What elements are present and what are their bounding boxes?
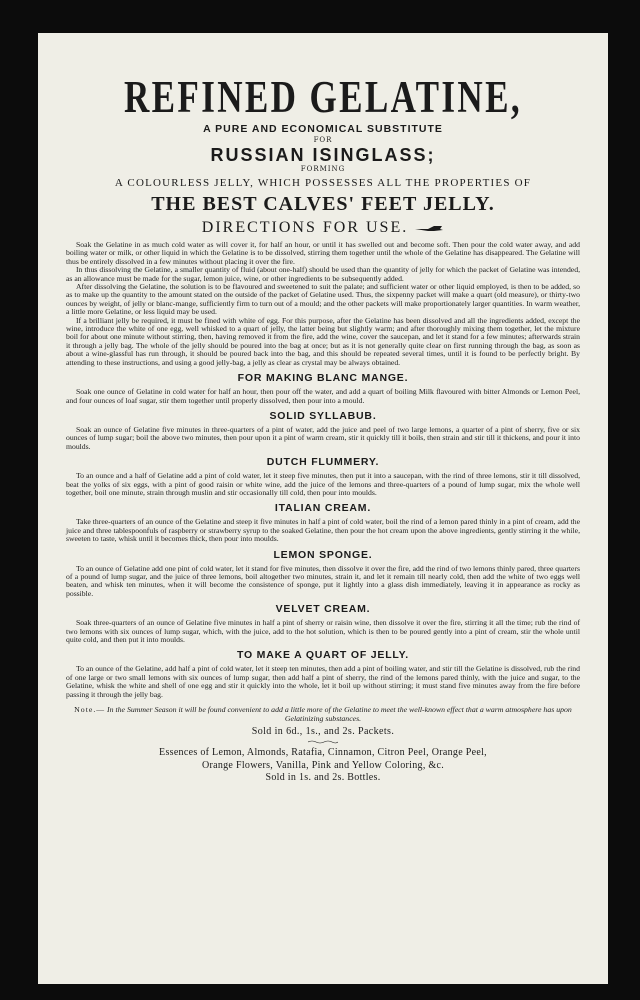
recipe-text: To an ounce of the Gelatine, add half a pint of cold water, let it steep ten minutes, then add a pint of boiling water, and stir till the Gelatine is dissolved, rub the rind of one large or two small lemons with six ounces of lump sugar, then add half a pint of sherry, the rind of the lemons pared thinly, with the juice and sugar, to the Gelatine, whisk the white and shell of one egg and stir it quickly into the whole, let it boil up without stirring; it must stand five minutes away from the fire before passing it through the jelly bag. (66, 664, 580, 699)
intro-paragraph: Soak the Gelatine in as much cold water as will cover it, for half an hour, or until it has swelled out and become soft. Then pour the cold water away, and add boiling water or milk, or other liquid in which the Gelatine is to be dissolved, stirring them together until the whole of the Gelatine has disappeared. The Gelatine will thus be entirely dissolved in a few minutes without placing it over the fire. (66, 240, 580, 266)
intro-paragraph: If a brilliant jelly be required, it must be fined with white of egg. For this purpose, after the Gelatine has been dissolved and all the ingredients added, except the wine, introduce the white of one egg, well whisked to a quart of jelly, the latter being but slightly warm; and after thoroughly mixing them together, let the mixture boil for about one minute without stirring, then, having removed it from the fire, add the wine, cover the saucepan, and let it stand for a few minutes; afterwards strain it through a jelly bag. The whole of the jelly should be poured into the bag at once; but as it is not generally quite clear on first running through the bag, as soon as about a wine-glassful has run through, it should be poured back into the bag, and this should be repeated several times, until it is found to be perfectly bright. By attending to these instructions, and using a good jelly-bag, a jelly as clear as crystal may be always obtained. (66, 315, 580, 367)
intro-directions (66, 241, 580, 367)
recipe-text: To an ounce of Gelatine add one pint of cold water, let it stand for five minutes, then dissolve it over the fire, add the rind of two lemons thinly pared, three quarters of a pound of lump sugar, and the juice of three lemons, boil altogether two minutes, strain it, and let it remain till nearly cold, then add the white of two eggs well beaten, and whisk ten minutes, when it will become the consistence of sponge, put it lightly into a glass dish immediately, leaving it in appearance as rocky as possible. (66, 563, 580, 598)
recipe-text: Take three-quarters of an ounce of the Gelatine and steep it five minutes in half a pint of cold water, boil the rind of a lemon pared thinly in a pint of cream, add the juice and three tablespoonfuls of raspberry or strawberry syrup to the soaked Gelatine, then pour the hot cream upon the above ingredients, gently stirring it the while, sweeten to taste, whisk until it becomes thick, then pour into moulds. (66, 517, 580, 544)
subtitle: A PURE AND ECONOMICAL SUBSTITUTE (203, 123, 443, 135)
recipe-text: Soak one ounce of Gelatine in cold water for half an hour, then pour off the water, and add a quart of boiling Milk flavoured with bitter Almonds or Lemon Peel, and four ounces of loaf sugar, stir them together until properly dissolved, then pour into a mould. (66, 387, 580, 405)
intro-paragraph: In thus dissolving the Gelatine, a smaller quantity of fluid (about one-half) should be used than the quantity of jelly for which the packet of Gelatine was intended, as an allowance must be made for the sugar, lemon juice, wine, or other ingredients to be subsequently added. (66, 265, 580, 283)
recipe-velvet-cream (66, 603, 580, 644)
recipe-heading: FOR MAKING BLANC MANGE. (237, 372, 409, 385)
intro-paragraph: After dissolving the Gelatine, the solution is to be flavoured and sweetened to suit the palate; and sufficient water or other liquid employed, is then to be added, so as to make up the quantity to the amount stated on the outside of the packet of Gelatine used. Thus, the sixpenny packet will make a quart (old measure), or thirty-two ounces by weight, of jelly or blanc-mange, sufficiently firm to turn out of a mould; and the other packets will make proportionately larger quantities. In warm weather, a little more Gelatine, or less liquid may be used. (66, 282, 580, 317)
recipe-heading: TO MAKE A QUART OF JELLY. (236, 649, 410, 662)
recipe-heading: ITALIAN CREAM. (274, 502, 372, 515)
recipe-blanc-mange (66, 372, 580, 405)
page-title: REFINED GELATINE, (123, 72, 522, 122)
recipe-solid-syllabub (66, 410, 580, 451)
pointing-hand-icon (414, 223, 444, 233)
recipe-quart-of-jelly (66, 649, 580, 699)
recipe-text: To an ounce and a half of Gelatine add a pint of cold water, let it steep five minutes, then put it into a saucepan, with the rind of three lemons, stir it till dissolved, beat the yolks of six eggs, with a pint of good raisin or white wine, add the juice of the lemons and three-quarters of a pound of lump sugar, mix the whole well together, boil one minute, strain through muslin and stir occasionally till cold, then pour into moulds. (66, 471, 580, 497)
colourless-line: A COLOURLESS JELLY, WHICH POSSESSES ALL THE PROPERTIES OF (114, 177, 532, 189)
ornament-divider (308, 740, 338, 744)
recipe-dutch-flummery (66, 456, 580, 497)
forming-label: FORMING (300, 165, 346, 173)
essences-line: Essences of Lemon, Almonds, Ratafia, Cinnamon, Citron Peel, Orange Peel, (159, 747, 487, 759)
recipe-heading: SOLID SYLLABUB. (269, 409, 377, 422)
essences-list (66, 747, 580, 785)
recipe-lemon-sponge (66, 549, 580, 599)
directions-label: DIRECTIONS FOR USE. (201, 219, 409, 236)
recipe-heading: LEMON SPONGE. (273, 548, 373, 561)
recipe-italian-cream (66, 502, 580, 543)
summer-note (66, 705, 580, 723)
for-label: FOR (313, 136, 333, 144)
essences-line: Orange Flowers, Vanilla, Pink and Yellow Coloring, &c. (201, 759, 445, 771)
recipe-text: Soak an ounce of Gelatine five minutes in three-quarters of a pint of water, add the juice and peel of two large lemons, a quarter of a pint of sherry, five or six ounces of lump sugar; boil the above two minutes, then pour upon it a pint of warm cream, stir it quickly till it boils, then strain and stir till it thickens, and pour it into moulds. (66, 424, 580, 451)
sold-in-packets: Sold in 6d., 1s., and 2s. Packets. (251, 726, 395, 738)
handbill-page (38, 33, 608, 984)
isinglass-heading: RUSSIAN ISINGLASS; (210, 145, 436, 165)
note-text: In the Summer Season it will be found convenient to add a little more of the Gelatine to meet the well-known effect that a warm atmosphere has upon Gelatinizing substances. (107, 705, 572, 724)
sold-in-bottles: Sold in 1s. and 2s. Bottles. (265, 772, 381, 784)
calves-feet-heading: THE BEST CALVES' FEET JELLY. (151, 193, 495, 215)
recipe-text: Soak three-quarters of an ounce of Gelatine five minutes in half a pint of sherry or raisin wine, then dissolve it over the fire, stirring it all the time; rub the rind of two lemons with six ounces of lump sugar, which, with the juice, add to the hot solution, which is then to be poured gently into a pint of cream, stir the whole until quite cold, and then put it into moulds. (66, 618, 580, 644)
directions-heading (66, 218, 580, 238)
note-lead: Note.— (74, 705, 106, 715)
recipe-heading: VELVET CREAM. (275, 603, 371, 616)
masthead (66, 73, 580, 238)
recipe-heading: DUTCH FLUMMERY. (266, 456, 380, 469)
